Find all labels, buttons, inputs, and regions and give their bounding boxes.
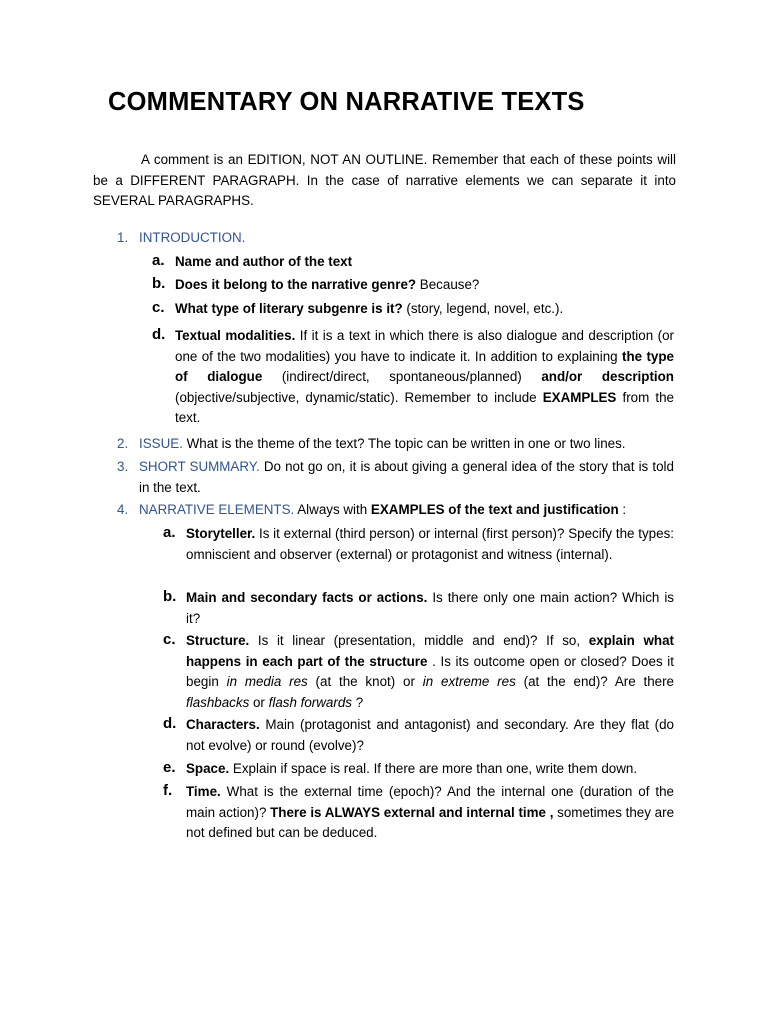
item-4c-text-6: ? (351, 694, 364, 710)
item-4b-bold: Main and secondary facts or actions. (186, 590, 428, 605)
section-4-heading: NARRATIVE ELEMENTS. (139, 502, 295, 517)
item-4c-text-5: or (249, 694, 269, 710)
item-4c-letter: c. (163, 631, 176, 648)
section-4-number: 4. (117, 502, 129, 517)
item-4c-italic-4: flash forwards (268, 694, 352, 710)
item-1c-text (175, 299, 563, 320)
section-3-text (139, 457, 674, 498)
item-1c-bold: What type of literary subgenre is it? (175, 301, 403, 316)
item-4e-letter: e. (163, 759, 176, 776)
item-1d-text-3: (objective/subjective, dynamic/static). Remember to include (175, 389, 543, 405)
item-1c-letter: c. (152, 299, 165, 316)
item-4e-rest: Explain if space is real. If there are more than one, write them down. (229, 761, 638, 776)
item-4f-text (186, 782, 674, 844)
page-title: COMMENTARY ON NARRATIVE TEXTS (108, 88, 585, 116)
item-1a-bold: Name and author of the text (175, 254, 353, 269)
item-4a-rest: Is it external (third person) or internal (first person)? Specify the types: omniscient and observer (external) or protagonist and witness (internal). (186, 526, 674, 562)
item-4e-text (186, 759, 637, 780)
item-1b-rest: Because? (416, 277, 480, 292)
item-1d-text-2: (indirect/direct, spontaneous/planned) (262, 369, 542, 385)
item-4c-text-2: . Is its outcome open or closed? Does it begin (186, 653, 674, 690)
section-1-heading: INTRODUCTION. (139, 230, 246, 245)
item-4c-text-3: (at the knot) or (307, 674, 423, 690)
item-4d-bold: Characters. (186, 717, 260, 732)
item-4b-letter: b. (163, 588, 177, 605)
item-4a-letter: a. (163, 524, 176, 541)
section-2-heading: ISSUE. (139, 436, 183, 451)
item-1b-text (175, 275, 479, 296)
item-4f-letter: f. (163, 782, 173, 799)
section-3-rest: Do not go on, it is about giving a general idea of the story that is told in the text. (139, 459, 674, 495)
section-3-number: 3. (117, 459, 129, 474)
item-1d-text-1: If it is a text in which there is also dialogue and description (or one of the two modalities) you have to indicate it. In addition to explaining (175, 328, 674, 364)
item-1b-letter: b. (152, 275, 166, 292)
item-4b-text (186, 588, 674, 629)
item-4c-bold-2: explain what happens in each part of the structure (186, 633, 674, 669)
section-4-text (139, 500, 626, 521)
item-1d-text-4: from the text. (175, 389, 674, 426)
section-1-number: 1. (117, 230, 129, 245)
item-4f-text-2: sometimes they are not defined but can be deduced. (186, 804, 675, 841)
item-4c-italic-3: flashbacks (186, 694, 250, 710)
item-4f-bold-2: There is ALWAYS external and internal time , (270, 804, 554, 820)
section-2-rest: What is the theme of the text? The topic can be written in one or two lines. (182, 436, 626, 451)
item-4e-bold: Space. (186, 761, 230, 776)
section-3-heading: SHORT SUMMARY. (139, 459, 260, 474)
section-4-text-2: : (618, 502, 627, 517)
item-1d-bold-4: EXAMPLES (542, 389, 617, 405)
item-4d-letter: d. (163, 715, 177, 732)
intro-paragraph: A comment is an EDITION, NOT AN OUTLINE. Remember that each of these points will be a DIFFERENT PARAGRAPH. In the case of narrative elements we can separate it into SEVERAL PARAGRAPHS. (93, 152, 676, 209)
item-4b-rest: Is there only one main action? Which is it? (186, 590, 675, 626)
item-4c-bold-1: Structure. (186, 633, 250, 648)
item-1a-letter: a. (152, 252, 165, 269)
item-4c-italic-1: in media res (226, 674, 308, 690)
section-2-number: 2. (117, 436, 129, 451)
item-4c-text-4: (at the end)? Are there (515, 674, 675, 690)
item-1d-bold-1: Textual modalities. (175, 328, 296, 343)
item-1c-rest: (story, legend, novel, etc.). (402, 301, 564, 316)
item-4a-bold: Storyteller. (186, 526, 256, 541)
item-4a-text (186, 524, 674, 565)
item-4c-text-1: Is it linear (presentation, middle and end)? If so, (249, 633, 589, 648)
item-4c-text (186, 631, 674, 713)
item-1d-letter: d. (152, 326, 166, 343)
item-1d-bold-3: and/or description (541, 369, 674, 385)
item-4d-text (186, 715, 674, 756)
item-1a-text (175, 252, 352, 273)
section-2-text (139, 434, 626, 455)
item-4c-italic-2: in extreme res (422, 674, 516, 690)
item-4f-text-1: What is the external time (epoch)? And the internal one (duration of the main action)? (186, 784, 674, 820)
section-4-text-1: Always with (294, 502, 371, 517)
section-4-bold: EXAMPLES of the text and justification (370, 502, 619, 517)
item-1d-bold-2: the type of dialogue (175, 348, 675, 385)
item-4f-bold-1: Time. (186, 784, 221, 799)
item-1d-text (175, 326, 674, 429)
item-1b-bold: Does it belong to the narrative genre? (175, 277, 417, 292)
item-4d-rest: Main (protagonist and antagonist) and secondary. Are they flat (do not evolve) or round (evolve)? (186, 717, 674, 753)
